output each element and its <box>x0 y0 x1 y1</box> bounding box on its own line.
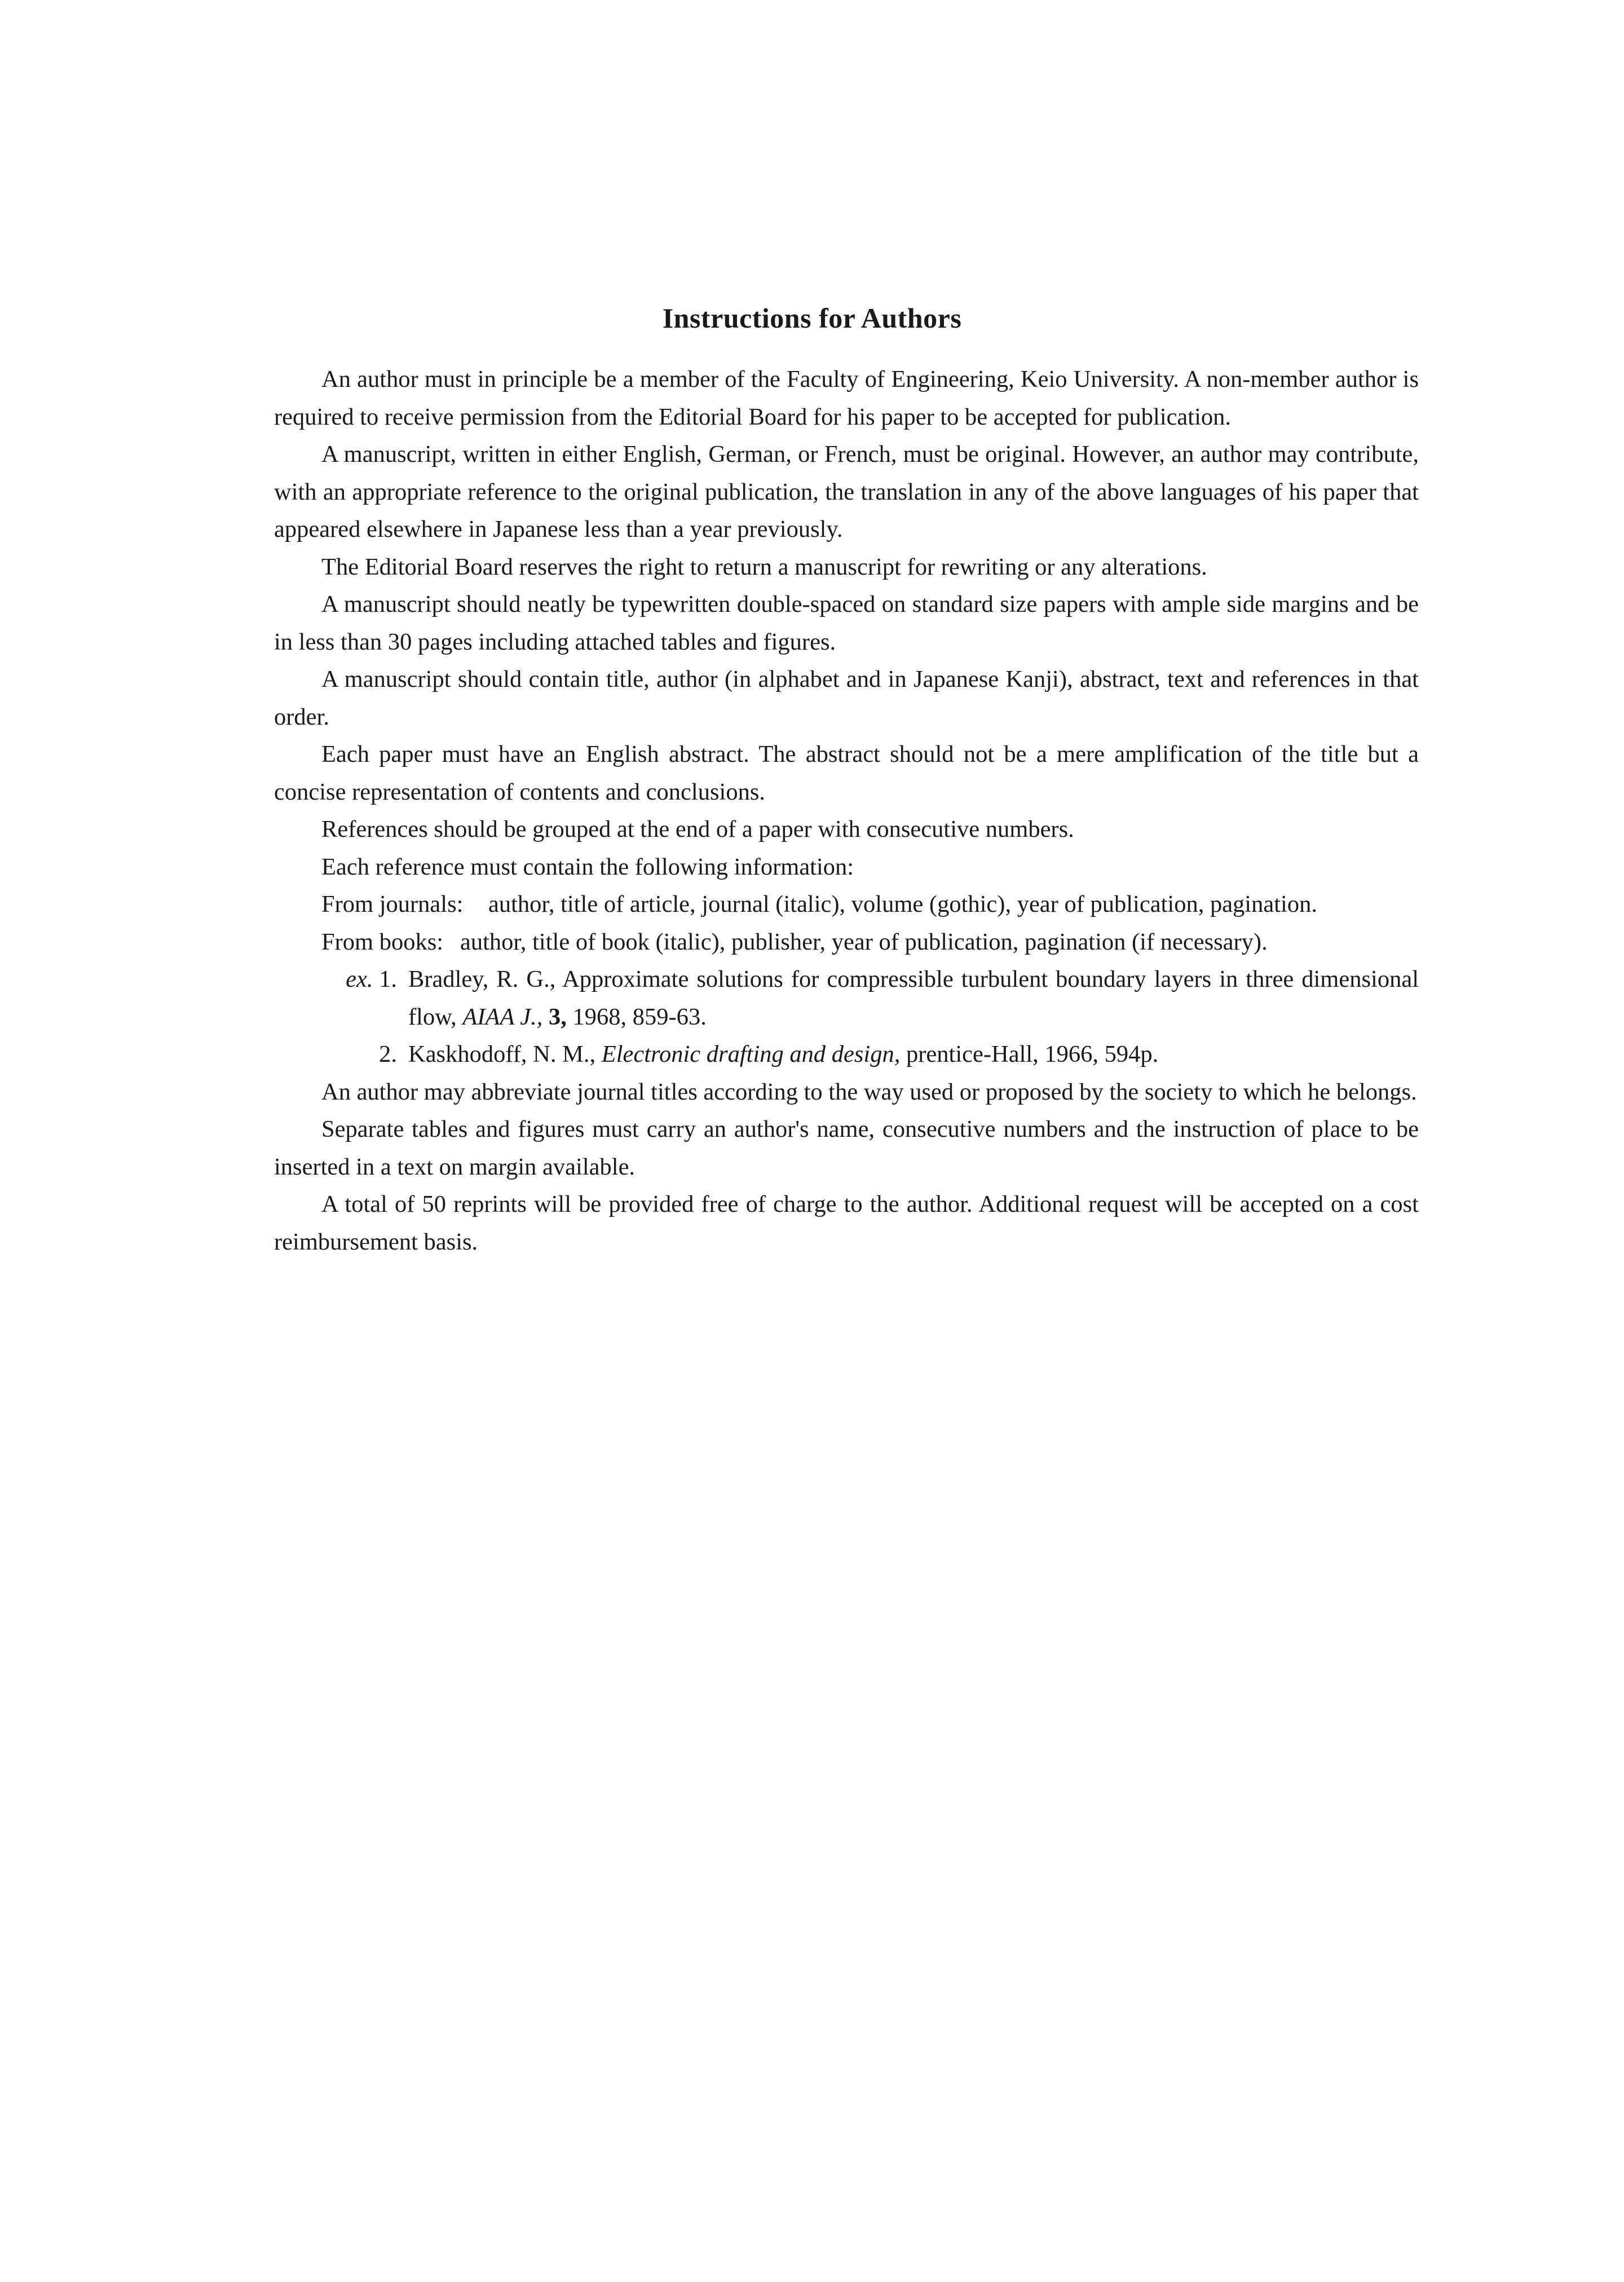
example-body-2 <box>408 1036 1419 1074</box>
example-index-1: 1. <box>379 966 397 992</box>
paragraph-journal-abbreviation: An author may abbreviate journal titles according to the way used or proposed by the society to which he belongs. <box>321 1078 1417 1105</box>
books-description: author, title of book (italic), publisher, year of publication, pagination (if necessary). <box>460 928 1268 955</box>
example-2-authors: Kaskhodoff, N. M., <box>408 1041 596 1067</box>
paragraph-membership: An author must in principle be a member of the Faculty of Engineering, Keio University. A non-member author is required to receive permission from the Editorial Board for his paper to be accepted for publication. <box>274 366 1419 430</box>
journals-description: author, title of article, journal (italic), volume (gothic), year of publication, pagination. <box>488 891 1317 917</box>
paragraph-abstract: Each paper must have an English abstract. The abstract should not be a mere amplification of the title but a concise representation of contents and conclusions. <box>274 741 1419 805</box>
instructions-body <box>274 361 1419 1261</box>
paragraph-reprints: A total of 50 reprints will be provided free of charge to the author. Additional request will be accepted on a cost reimbursement basis. <box>274 1191 1419 1255</box>
example-1-title: Approximate solutions for compressible turbulent boundary layers in three dimensional flow, <box>408 966 1419 1030</box>
paragraph-editorial-rights: The Editorial Board reserves the right to return a manuscript for rewriting or any alterations. <box>321 553 1207 580</box>
paragraph-tables-figures: Separate tables and figures must carry an author's name, consecutive numbers and the instruction of place to be inserted in a text on margin available. <box>274 1116 1419 1180</box>
example-2-title: Electronic drafting and design, <box>601 1041 901 1067</box>
books-label: From books: <box>321 928 444 955</box>
example-body-1 <box>408 961 1419 1036</box>
paragraph-references-grouping: References should be grouped at the end of a paper with consecutive numbers. <box>321 816 1074 842</box>
example-1-authors: Bradley, R. G., <box>408 966 556 992</box>
page-title: Instructions for Authors <box>662 302 962 334</box>
example-reference-1 <box>274 961 1419 1036</box>
journals-format <box>274 886 1419 924</box>
journals-label: From journals: <box>321 891 464 917</box>
paragraph-format: A manuscript should neatly be typewritten double-spaced on standard size papers with ample side margins and be in less than 30 pages including attached tables and figures. <box>274 591 1419 655</box>
example-1-volume: 3, <box>549 1003 567 1030</box>
example-2-rest: prentice-Hall, 1966, 594p. <box>906 1041 1159 1067</box>
paragraph-language: A manuscript, written in either English, German, or French, must be original. However, an author may contribute, with an appropriate reference to the original publication, the translation in any of the above languages of his paper that appeared elsewhere in Japanese less than a year previously. <box>274 441 1419 542</box>
example-reference-2 <box>274 1036 1419 1074</box>
example-prefix: ex. <box>346 966 373 992</box>
example-number-1 <box>321 961 408 1036</box>
paragraph-contents-order: A manuscript should contain title, author (in alphabet and in Japanese Kanji), abstract, text and references in that order. <box>274 666 1419 730</box>
example-1-rest: 1968, 859-63. <box>572 1003 707 1030</box>
example-1-journal: AIAA J., <box>462 1003 543 1030</box>
paragraph-references-info: Each reference must contain the following information: <box>321 853 854 880</box>
example-number-2: 2. <box>379 1041 397 1067</box>
books-format <box>274 924 1419 961</box>
